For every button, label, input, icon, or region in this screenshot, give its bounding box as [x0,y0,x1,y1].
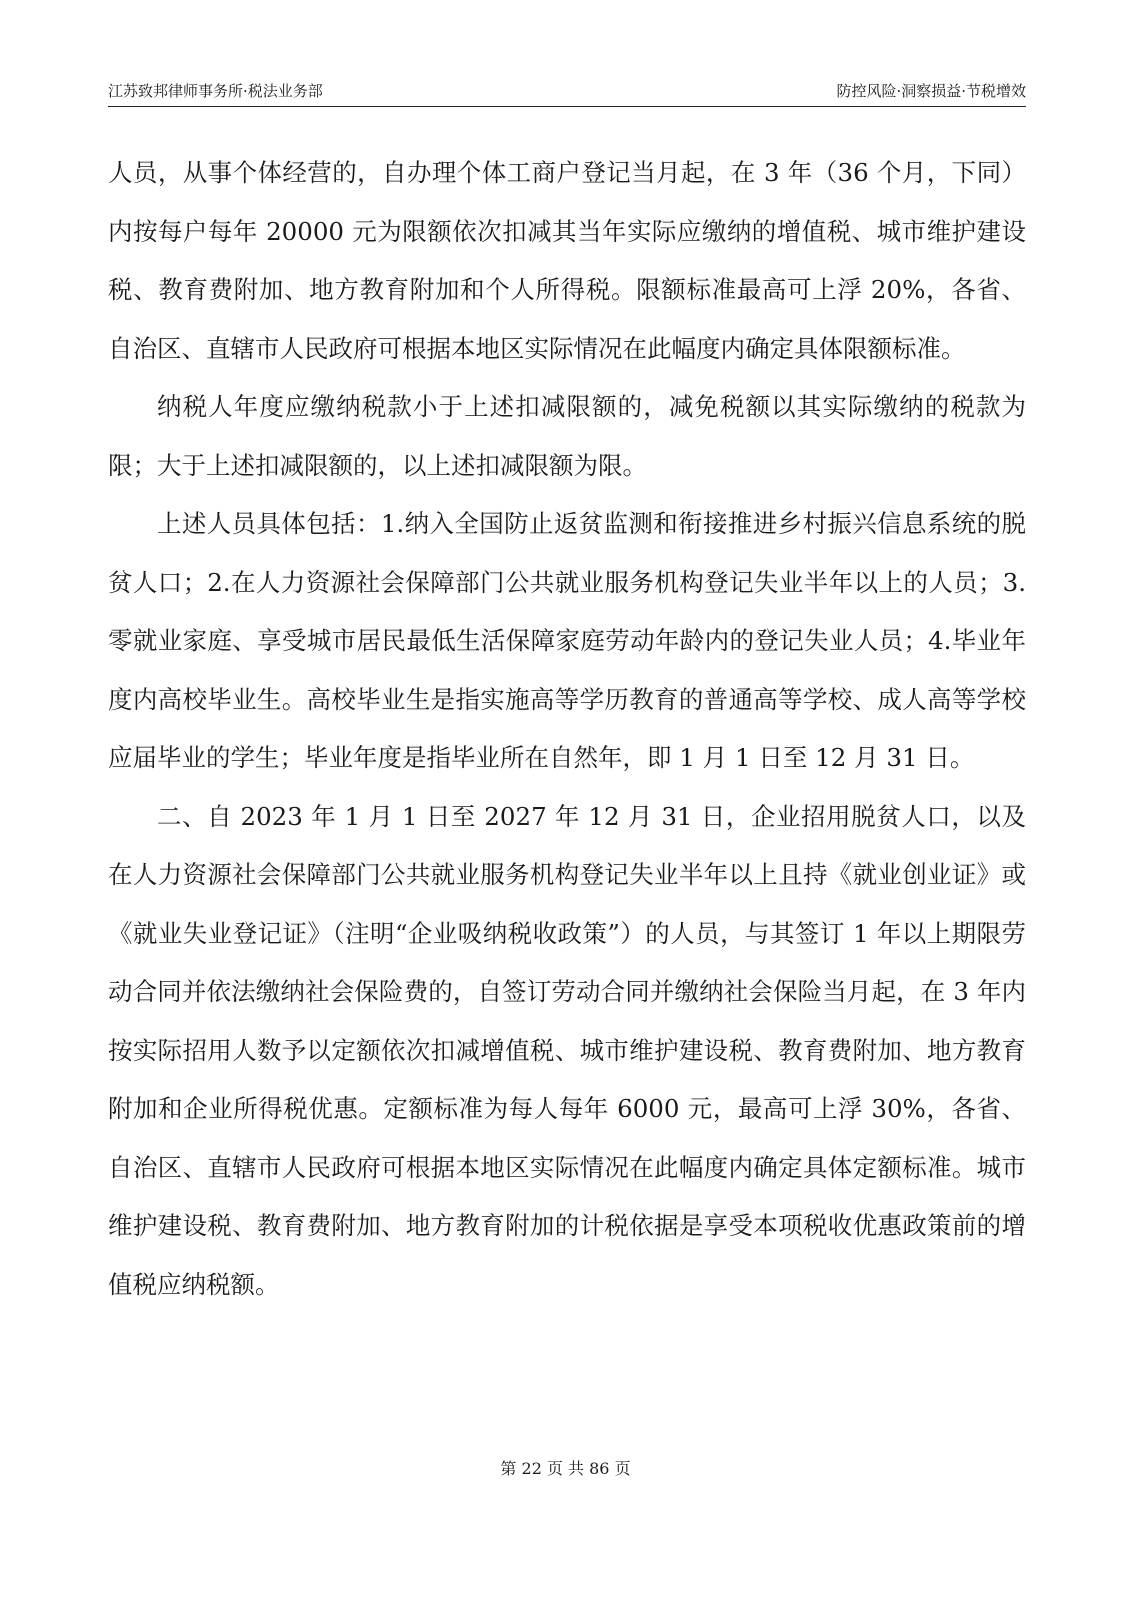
paragraph-section-two: 二、自 2023 年 1 月 1 日至 2027 年 12 月 31 日，企业招用脱贫人口，以及在人力资源社会保障部门公共就业服务机构登记失业半年以上且持《就业创业证》或《就业失业登记证》（注明“企业吸纳税收政策”）的人员，与其签订 1 年以上期限劳动合同并依法缴纳社会保险费的，自签订劳动合同并缴纳社会保险当月起，在 3 年内按实际招用人数予以定额依次扣减增值税、城市维护建设税、教育费附加、地方教育附加和企业所得税优惠。定额标准为每人每年 6000 元，最高可上浮 30%，各省、自治区、直辖市人民政府可根据本地区实际情况在此幅度内确定具体定额标准。城市维护建设税、教育费附加、地方教育附加的计税依据是享受本项税收优惠政策前的增值税应纳税额。 [108,801,1026,1299]
paragraph-continued: 人员，从事个体经营的，自办理个体工商户登记当月起，在 3 年（36 个月，下同）内按每户每年 20000 元为限额依次扣减其当年实际应缴纳的增值税、城市维护建设税、教育费附加、地方教育附加和个人所得税。限额标准最高可上浮 20%，各省、自治区、直辖市人民政府可根据本地区实际情况在此幅度内确定具体限额标准。 [108,158,1026,363]
header-firm-name: 江苏致邦律师事务所·税法业务部 [108,82,323,100]
paragraph-eligible-persons: 上述人员具体包括：1.纳入全国防止返贫监测和衔接推进乡村振兴信息系统的脱贫人口；2.在人力资源社会保障部门公共就业服务机构登记失业半年以上的人员；3.零就业家庭、享受城市居民最低生活保障家庭劳动年龄内的登记失业人员；4.毕业年度内高校毕业生。高校毕业生是指实施高等学历教育的普通高等学校、成人高等学校应届毕业的学生；毕业年度是指毕业所在自然年，即 1 月 1 日至 12 月 31 日。 [108,509,1026,772]
document-body [108,144,1026,1314]
header-slogan: 防控风险·洞察损益·节税增效 [836,82,1026,100]
page-number: 第 22 页 共 86 页 [500,1459,631,1478]
paragraph-deduction-limit: 纳税人年度应缴纳税款小于上述扣减限额的，减免税额以其实际缴纳的税款为限；大于上述扣减限额的，以上述扣减限额为限。 [108,392,1026,480]
page-header [108,78,1026,107]
